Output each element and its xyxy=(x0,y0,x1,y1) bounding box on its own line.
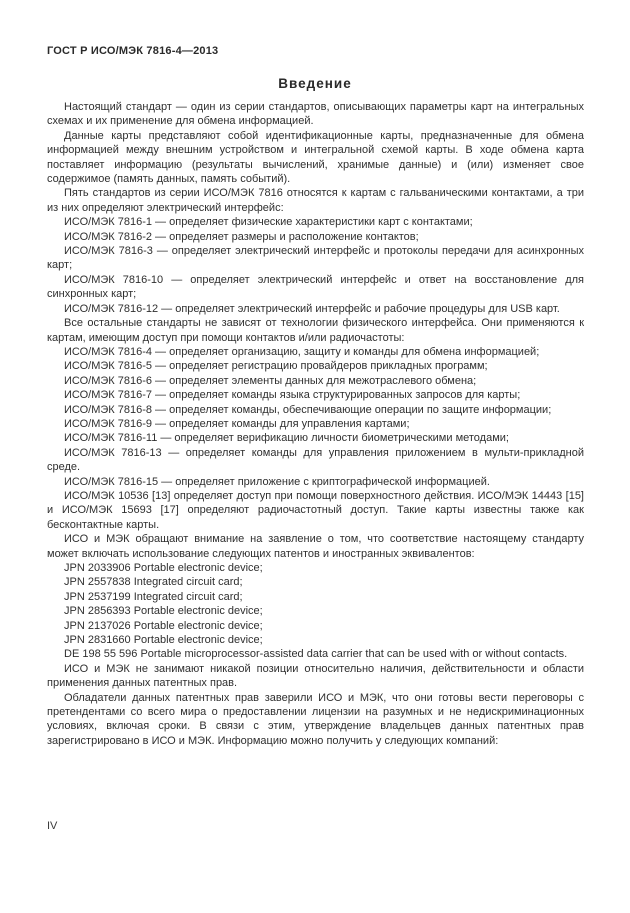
paragraph: DE 198 55 596 Portable microprocessor-assisted data carrier that can be used with or without contacts. xyxy=(64,648,568,661)
paragraph: ИСО/МЭК 7816-4 — определяет организацию, защиту и команды для обмена информацией; xyxy=(64,345,540,358)
paragraph: ИСО/МЭК 7816-6 — определяет элементы данных для межотраслевого обмена; xyxy=(64,374,477,387)
paragraph: ИСО/МЭК 7816-2 — определяет размеры и расположение контактов; xyxy=(64,230,419,243)
paragraph: ИСО/МЭК 7816-15 — определяет приложение с криптографической информацией. xyxy=(64,475,490,488)
paragraph: ИСО/МЭК 7816-8 — определяет команды, обеспечивающие операции по защите информации; xyxy=(64,403,552,416)
paragraph: Настоящий стандарт — один из серии стандартов, описывающих параметры карт на интегральных схемах и их применение для обмена информацией. xyxy=(47,101,584,128)
document-body xyxy=(47,100,584,748)
paragraph: Пять стандартов из серии ИСО/МЭК 7816 относятся к картам с гальваническими контактами, а три из них определяют электрический интерфейс: xyxy=(47,187,584,214)
paragraph: JPN 2557838 Integrated circuit card; xyxy=(64,576,243,589)
paragraph: Обладатели данных патентных прав заверили ИСО и МЭК, что они готовы вести переговоры с претендентами со всего мира о предоставлении лицензии на разумных и не недискриминационных условиях, включая сроки. В связи с этим, утверждение владельцев данных патентных прав зарегистрировано в ИСО и МЭК. Информацию можно получить у следующих компаний: xyxy=(47,691,584,747)
paragraph: JPN 2137026 Portable electronic device; xyxy=(64,619,263,632)
paragraph: ИСО и МЭК обращают внимание на заявление о том, что соответствие настоящему стандарту может включать использование следующих патентов и иностранных эквивалентов: xyxy=(47,533,584,560)
paragraph: ИСО/МЭК 10536 [13] определяет доступ при помощи поверхностного действия. ИСО/МЭК 14443 [15] и ИСО/МЭК 15693 [17] определяют радиочастотный доступ. Такие карты известны также как бесконтактные карты. xyxy=(47,489,584,531)
paragraph: ИСО/МЭК 7816-10 — определяет электрический интерфейс и ответ на восстановление для синхронных карт; xyxy=(47,273,584,301)
paragraph: ИСО/МЭК 7816-7 — определяет команды языка структурированных запросов для карты; xyxy=(64,389,521,402)
paragraph: Данные карты представляют собой идентификационные карты, предназначенные для обмена информацией между внешним устройством и интегральной схемой карты. В ходе обмена карта поставляет информацию (результаты вычислений, хранимые данные) и (или) изменяет свое содержимое (память данных, память событий). xyxy=(47,129,584,186)
paragraph: JPN 2537199 Integrated circuit card; xyxy=(64,590,243,603)
paragraph: ИСО/МЭК 7816-13 — определяет команды для управления приложением в мульти-прикладной среде. xyxy=(47,446,584,474)
paragraph: JPN 2033906 Portable electronic device; xyxy=(64,562,263,574)
page-number: IV xyxy=(47,820,58,832)
paragraph: JPN 2856393 Portable electronic device; xyxy=(64,605,263,618)
paragraph: ИСО/МЭК 7816-3 — определяет электрический интерфейс и протоколы передачи для асинхронных карт; xyxy=(47,245,584,272)
paragraph: ИСО/МЭК 7816-11 — определяет верификацию личности биометрическими методами; xyxy=(64,432,509,445)
paragraph: Все остальные стандарты не зависят от технологии физического интерфейса. Они применяются к картам, имеющим доступ при помощи контактов и/или радиочастоты: xyxy=(47,317,584,344)
paragraph: JPN 2831660 Portable electronic device; xyxy=(64,634,263,647)
paragraph: ИСО/МЭК 7816-9 — определяет команды для управления картами; xyxy=(64,417,410,430)
paragraph: ИСО/МЭК 7816-12 — определяет электрический интерфейс и рабочие процедуры для USB карт. xyxy=(64,302,560,315)
paragraph: ИСО и МЭК не занимают никакой позиции относительно наличия, действительности и области применения данных патентных прав. xyxy=(47,662,584,690)
document-header: ГОСТ Р ИСО/МЭК 7816-4—2013 xyxy=(47,45,219,57)
paragraph: ИСО/МЭК 7816-1 — определяет физические характеристики карт с контактами; xyxy=(64,216,473,229)
paragraph: ИСО/МЭК 7816-5 — определяет регистрацию провайдеров прикладных программ; xyxy=(64,360,488,373)
section-title: Введение xyxy=(278,76,352,91)
